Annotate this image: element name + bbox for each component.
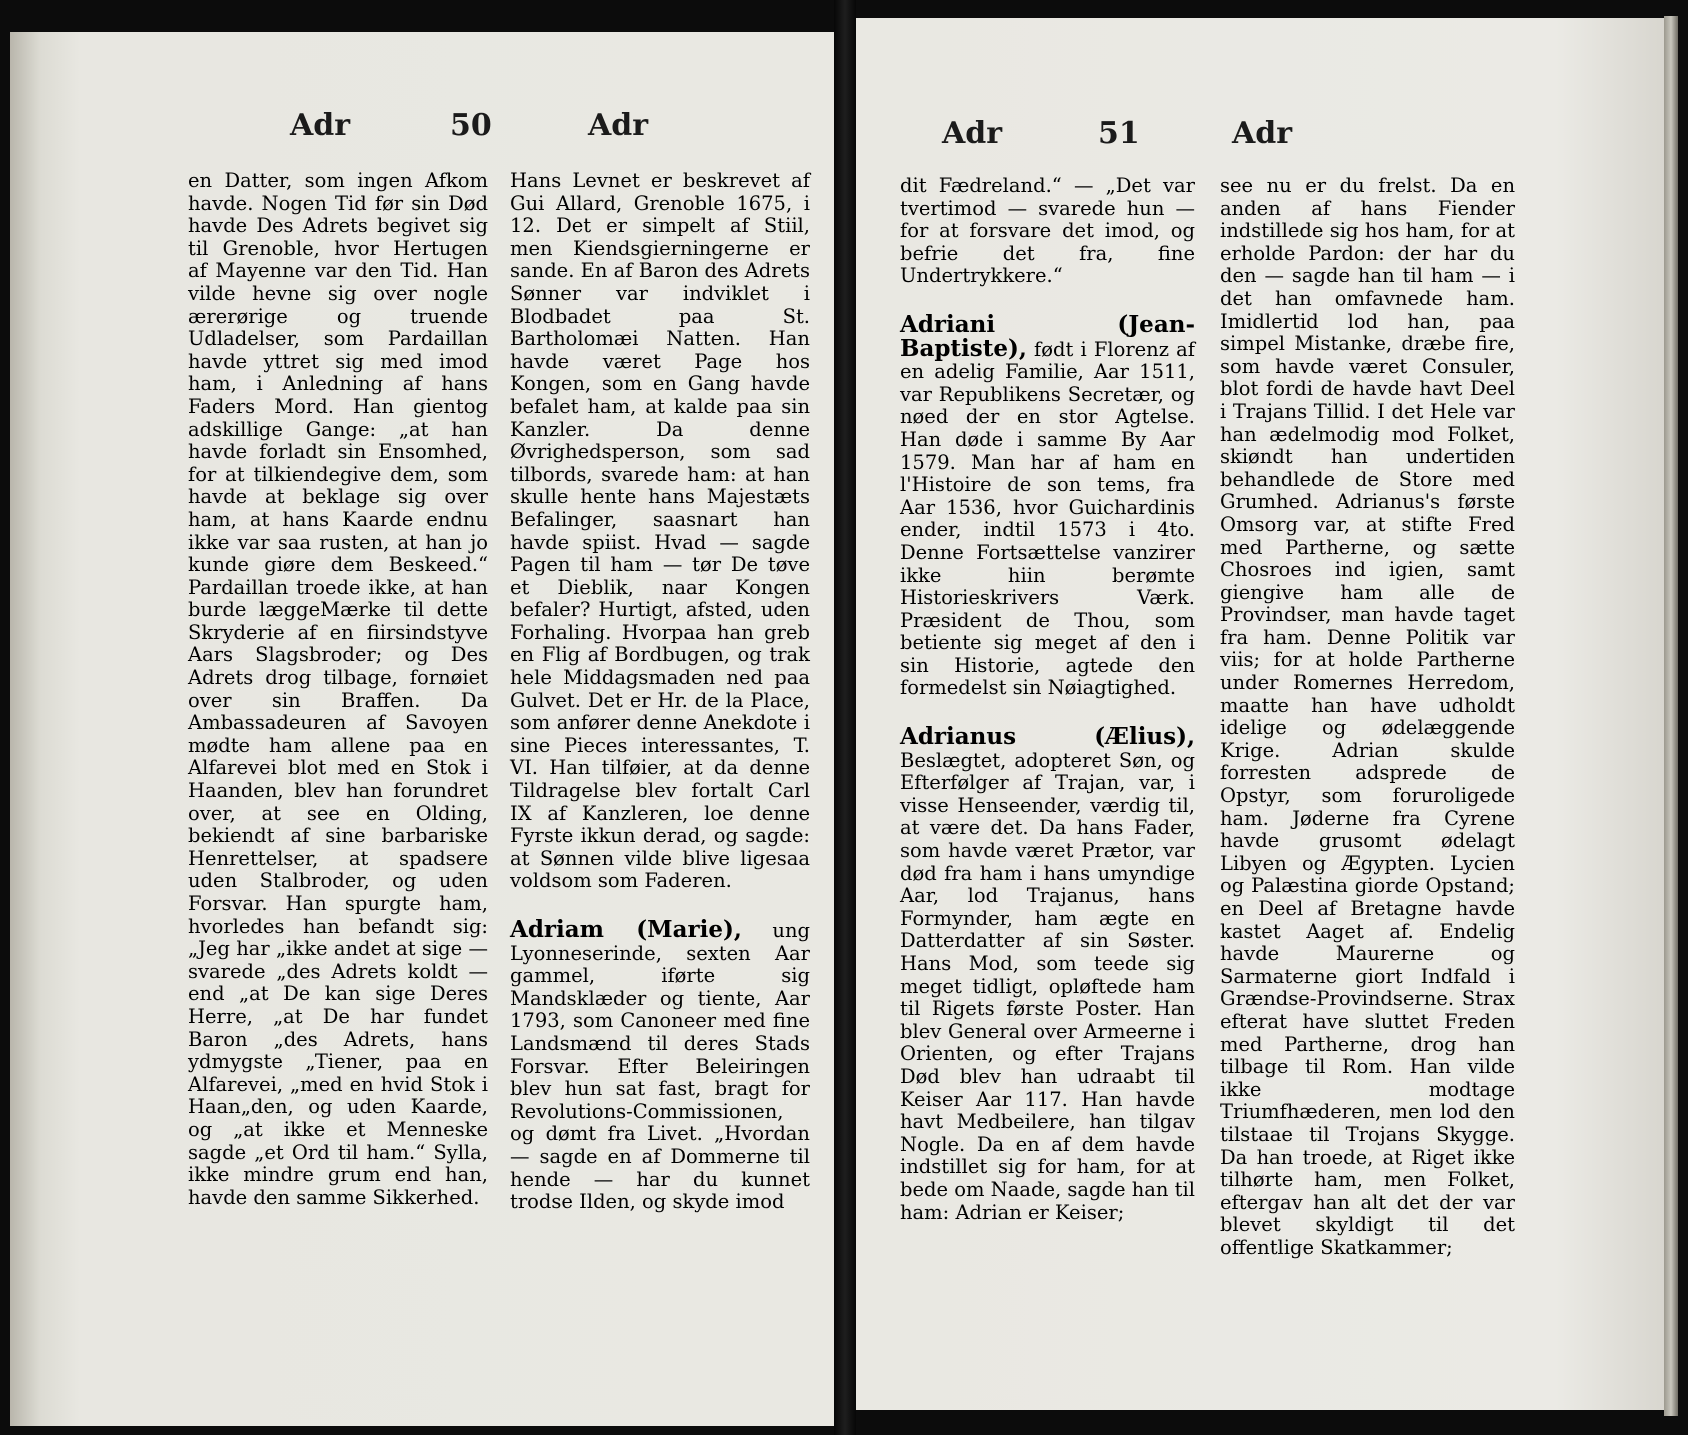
left-header-catchword-right: Adr bbox=[588, 108, 649, 143]
entry-text: født i Florenz af en adelig Familie, Aar 1511, var Republikens Secretær, og nøed der en stor Agtelse. Han døde i samme By Aar 1579. Man har af ham en l'Histoire de son tems, fra Aar 1536, hvor Guichardinis ender, indtil 1573 i 4to. Denne Fortsættelse vanzirer ikke hiin berømte Historieskrivers Værk. Præsident de Thou, som betiente sig meget af den i sin Historie, agtede den formedelst sin Nøiagtighed. bbox=[900, 337, 1195, 700]
entry-text: Beslægtet, adopteret Søn, og Efterfølger af Trajan, var, i visse Henseender, værdig til, at være det. Da hans Fader, som havde været Prætor, var død fra ham i hans umyndige Aar, lod Trajanus, hans Formynder, ham ægte en Datterdatter af sin Søster. Hans Mod, som teede sig meget tidligt, opløftede ham til Rigets første Poster. Han blev General over Armeerne i Orienten, og efter Trajans Død blev han udraabt til Keiser Aar 117. Han havde havt Medbeilere, han tilgav Nogle. Da en af dem havde indstillet sig for ham, for at bede om Naade, sagde han til ham: Adrian er Keiser; bbox=[900, 748, 1195, 1224]
page-edges bbox=[1664, 16, 1678, 1416]
entry-adrianus bbox=[900, 723, 1195, 1224]
entry-adriam bbox=[510, 916, 810, 1214]
entry-adriani bbox=[900, 310, 1195, 700]
right-page-column-2 bbox=[1220, 175, 1515, 1260]
headword: Adrianus (Ælius), bbox=[900, 723, 1195, 751]
paragraph: see nu er du frelst. Da en anden af hans Fiender indstillede sig hos ham, for at erholde Pardon: der har du den — sagde han til ham — i det han omfavnede ham. Imidlertid lod han, paa simpel Mistanke, dræbe fire, som havde været Consuler, blot fordi de havde havt Deel i Trajans Tillid. I det Hele var han ædelmodig mod Folket, skiøndt han undertiden behandlede de Store med Grumhed. Adrianus's første Omsorg var, at stifte Fred med Partherne, og sætte Chosroes ind igien, samt giengive ham alle de Provindser, man havde taget fra ham. Denne Politik var viis; for at holde Partherne under Romernes Herredom, maatte han have udholdt idelige og ødelæggende Krige. Adrian skulde forresten adsprede de Opstyr, som foruroligede ham. Jøderne fra Cyrene havde grusomt ødelagt Libyen og Ægypten. Lycien og Palæstina giorde Opstand; en Deel af Bretagne havde kastet Aaget af. Endelig havde Maurerne og Sarmaterne giort Indfald i Grændse-Provindserne. Strax efterat have sluttet Freden med Partherne, drog han tilbage til Rom. Han vilde ikke modtage Triumfhæderen, men lod den tilstaae til Trojans Skygge. Da han troede, at Riget ikke tilhørte ham, men Folket, eftergav han alt det der var blevet skyldigt til det offentlige Skatkammer; bbox=[1220, 174, 1515, 1259]
paragraph: dit Fædreland.“ — „Det var tvertimod — svarede hun — for at forsvare det imod, og befrie det fra, fine Undertrykkere.“ bbox=[900, 174, 1195, 288]
left-page-column-1 bbox=[188, 170, 488, 1209]
book-gutter bbox=[834, 0, 856, 1435]
entry-text: ung Lyonneserinde, sexten Aar gammel, iførte sig Mandsklæder og tiente, Aar 1793, som Canoneer med fine Landsmænd til deres Stads Forsvar. Efter Beleiringen blev hun sat fast, bragt for Revolutions-Commissionen, og dømt fra Livet. „Hvordan — sagde en af Dommerne til hende — har du kunnet trodse Ilden, og skyde imod bbox=[510, 919, 810, 1214]
right-header-catchword: Adr bbox=[942, 116, 1003, 151]
left-header-catchword: Adr bbox=[290, 108, 351, 143]
paragraph: Hans Levnet er beskrevet af Gui Allard, Grenoble 1675, i 12. Det er simpelt af Stiil, men Kiendsgierningerne er sande. En af Baron des Adrets Sønner var indviklet i Blodbadet paa St. Bartholomæi Natten. Han havde været Page hos Kongen, som en Gang havde befalet ham, at kalde paa sin Kanzler. Da denne Øvrighedsperson, som sad tilbords, svarede ham: at han skulle hente hans Majestæts Befalinger, saasnart han havde spiist. Hvad — sagde Pagen til ham — tør De tøve et Dieblik, naar Kongen befaler? Hurtigt, afsted, uden Forhaling. Hvorpaa han greb en Flig af Bordbugen, og trak hele Middagsmaden ned paa Gulvet. Det er Hr. de la Place, som anfører denne Anekdote i sine Pieces interessantes, T. VI. Han tilføier, at da denne Tildragelse blev fortalt Carl IX af Kanzleren, loe denne Fyrste ikkun derad, og sagde: at Sønnen vilde blive ligesaa voldsom som Faderen. bbox=[510, 169, 810, 893]
left-page-column-2 bbox=[510, 170, 810, 1214]
headword: Adriam (Marie), bbox=[510, 916, 742, 943]
right-page-column-1 bbox=[900, 175, 1195, 1224]
right-header-catchword-right: Adr bbox=[1232, 116, 1293, 151]
paragraph: en Datter, som ingen Afkom havde. Nogen Tid før sin Død havde Des Adrets begivet sig til Grenoble, hvor Hertugen af Mayenne var den Tid. Han vilde hevne sig over nogle ærerørige og truende Udladelser, som Pardaillan havde yttret sig med imod ham, i Anledning af hans Faders Mord. Han gientog adskillige Gange: „at han havde forladt sin Ensomhed, for at tilkiendegive dem, som havde at beklage sig over ham, at hans Kaarde endnu ikke var saa rusten, at han jo kunde giøre dem Beskeed.“ Pardaillan troede ikke, at han burde læggeMærke til dette Skryderie af en fiirsindstyve Aars Slagsbroder; og Des Adrets drog tilbage, fornøiet over sin Braffen. Da Ambassadeuren af Savoyen mødte ham allene paa en Alfarevei blot med en Stok i Haanden, blev han forundret over, at see en Olding, bekiendt af sine barbariske Henrettelser, at spadsere uden Stalbroder, og uden Forsvar. Han spurgte ham, hvorledes han befandt sig: „Jeg har „ikke andet at sige — svarede „des Adrets koldt — end „at De kan sige Deres Herre, „at De har fundet Baron „des Adrets, hans ydmygste „Tiener, paa en Alfarevei, „med en hvid Stok i Haan„den, og uden Kaarde, og „at ikke et Menneske sagde „et Ord til ham.“ Sylla, ikke mindre grum end han, havde den samme Sikkerhed. bbox=[188, 169, 488, 1209]
headword: Adriani (Jean-Baptiste), bbox=[900, 310, 1195, 362]
left-page-number: 50 bbox=[450, 108, 492, 143]
right-page-number: 51 bbox=[1098, 116, 1140, 151]
